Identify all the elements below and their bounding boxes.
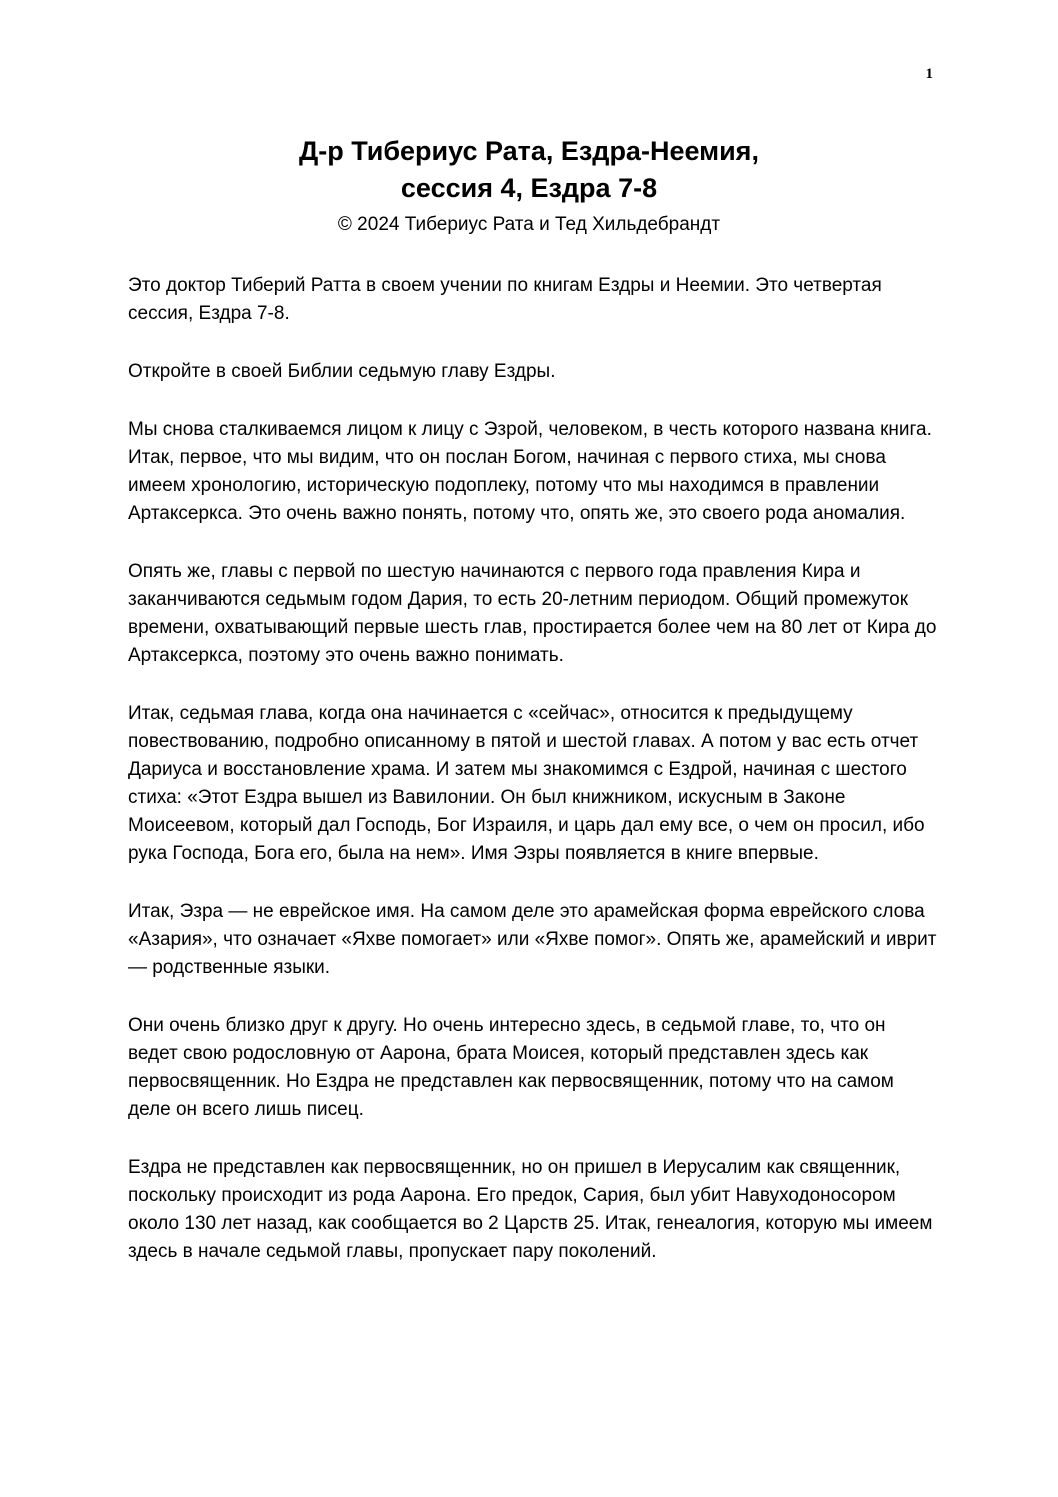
paragraph: Итак, Эзра — не еврейское имя. На самом деле это арамейская форма еврейского слова «Азария», что означает «Яхве помогает» или «Яхве помог». Опять же, арамейский и иврит — родственные языки. (128, 901, 937, 978)
document-title-line-1: Д-р Тибериус Рата, Ездра-Неемия, (299, 136, 759, 166)
document-title-line-2: сессия 4, Ездра 7-8 (400, 173, 658, 203)
title-block (0, 133, 1058, 239)
paragraph: Ездра не представлен как первосвященник, но он пришел в Иерусалим как священник, поскольку происходит из рода Аарона. Его предок, Сария, был убит Навуходоносором около 130 лет назад, как сообщается во 2 Царств 25. Итак, генеалогия, которую мы имеем здесь в начале седьмой главы, пропускает пару поколений. (128, 1157, 933, 1262)
paragraph: Итак, седьмая глава, когда она начинается с «сейчас», относится к предыдущему повествованию, подробно описанному в пятой и шестой главах. А потом у вас есть отчет Дариуса и восстановление храма. И затем мы знакомимся с Ездрой, начиная с шестого стиха: «Этот Ездра вышел из Вавилонии. Он был книжником, искусным в Законе Моисеевом, который дал Господь, Бог Израиля, и царь дал ему все, о чем он просил, ибо рука Господа, Бога его, была на нем». Имя Эзры появляется в книге впервые. (128, 703, 925, 864)
body-text (128, 272, 940, 1296)
paragraph: Откройте в своей Библии седьмую главу Ездры. (128, 361, 556, 382)
paragraph: Они очень близко друг к другу. Но очень интересно здесь, в седьмой главе, то, что он ведет свою родословную от Аарона, брата Моисея, который представлен здесь как первосвященник. Но Ездра не представлен как первосвященник, потому что на самом деле он всего лишь писец. (128, 1015, 894, 1120)
page-number: 1 (925, 66, 933, 82)
copyright-notice: © 2024 Тибериус Рата и Тед Хильдебрандт (337, 214, 721, 235)
paragraph: Опять же, главы с первой по шестую начинаются с первого года правления Кира и заканчиваются седьмым годом Дария, то есть 20-летним периодом. Общий промежуток времени, охватывающий первые шесть глав, простирается более чем на 80 лет от Кира до Артаксеркса, поэтому это очень важно понимать. (128, 561, 937, 666)
paragraph: Это доктор Тиберий Ратта в своем учении по книгам Ездры и Неемии. Это четвертая сессия, Ездра 7-8. (128, 275, 882, 324)
paragraph: Мы снова сталкиваемся лицом к лицу с Эзрой, человеком, в честь которого названа книга. Итак, первое, что мы видим, что он послан Богом, начиная с первого стиха, мы снова имеем хронологию, историческую подоплеку, потому что мы находимся в правлении Артаксеркса. Это очень важно понять, потому что, опять же, это своего рода аномалия. (128, 419, 932, 524)
